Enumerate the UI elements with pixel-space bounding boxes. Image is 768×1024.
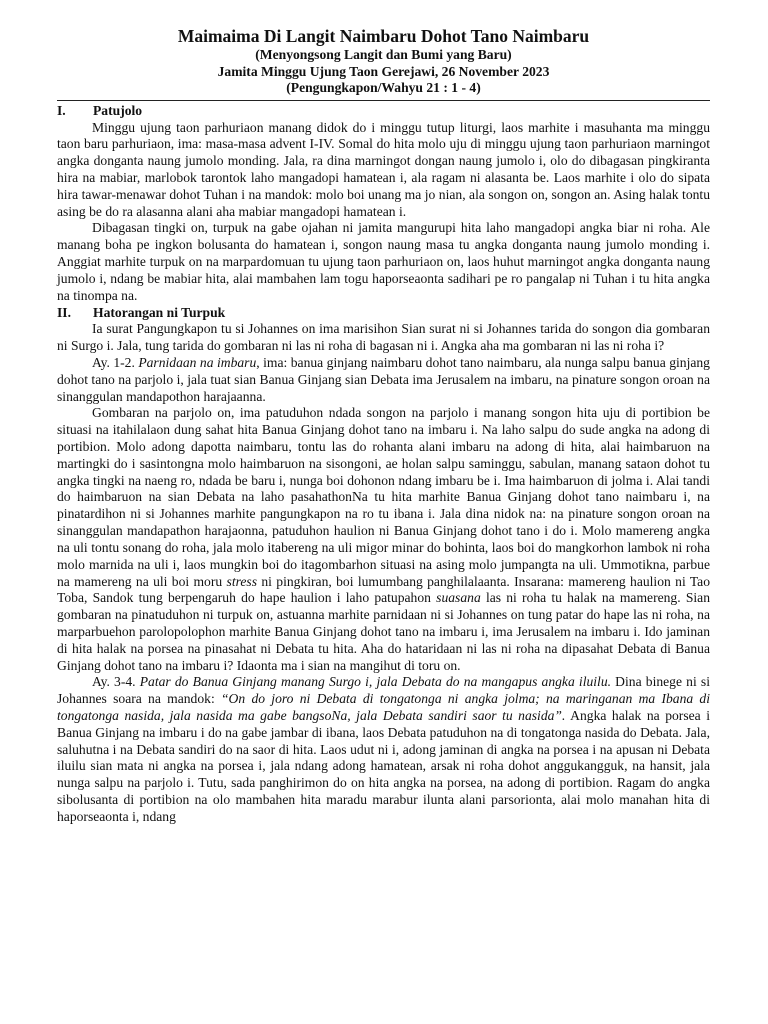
- verse-theme: Parnidaan na imbaru: [138, 354, 257, 370]
- section-heading-2: [57, 305, 710, 322]
- paragraph-text: ni pingkiran, boi lumumbang panghilalaanta. Insarana: mamereng haulion ni Tao Toba, Sandok tung berpengaruh do hape haulion i laho patupahon: [57, 573, 711, 606]
- paragraph-2: Dibagasan tingki on, turpuk na gabe ojahan ni jamita mangurupi hita laho mangadopi angka biar ni roha. Ale manang boha pe ingkon bolusanta do hamatean i, songon naung masa tu angka donganta naung jumolo monding i. Anggiat marhite turpuk on na marpardomuan tu ujung taon parhuriaon on, laos huhut marningot angka donganta naung jumolo i, ndang be mabiar hita, alai mambahen lam togu haporseaonta sadihari pe ro pangalap ni Tuhan i tu hita angka na tinompa na.: [57, 220, 710, 303]
- header-divider: [57, 100, 710, 101]
- section-number: I.: [57, 102, 66, 118]
- paragraph-6: [57, 674, 710, 825]
- paragraph-5: [57, 405, 710, 674]
- paragraph-3: Ia surat Pangungkapon tu si Johannes on ima marisihon Sian surat ni si Johannes tarida do songon dia gombaran ni Surgo i. Jala, tung tarida do gombaran ni las ni roha di bagasan ni i. Angka aha ma gombaran ni las ni roha i?: [57, 321, 710, 354]
- sermon-occasion: Jamita Minggu Ujung Taon Gerejawi, 26 November 2023: [217, 63, 550, 79]
- paragraph-1: Minggu ujung taon parhuriaon manang didok do i minggu tutup liturgi, laos marhite i masuhanta ma minggu taon baru parhuriaon, ima: masa-masa advent I-IV. Somal do hita molo uju di minggu ujung taon parhuriaon marningot angka donganta naung jumolo monding. Jala, ra dina marningot dongan naung jumolo i, olo do dibagasan pingkiranta hira na mabiar, marlobok tarontok laho mangadopi hamatean i, ala ragam ni alasanta be. Laos marhite i olo do sipata hira tawar-menawar dohot Tuhan i na mandok: molo boi unang ma jo nian, ala songon on, songon an. Asing halak tontu asing be do ra alasanna alani aha mabiar mangadopi hamatean i.: [57, 119, 710, 219]
- verse-label: Ay. 1-2.: [92, 354, 135, 370]
- section-number: II.: [57, 304, 71, 320]
- section-heading-1: [57, 103, 710, 120]
- section-title: Patujolo: [93, 102, 143, 118]
- verse-label: Ay. 3-4.: [92, 674, 136, 690]
- scripture-reference: (Pengungkapon/Wahyu 21 : 1 - 4): [286, 80, 481, 96]
- document-header: [57, 26, 710, 97]
- italic-term: stress: [226, 573, 258, 589]
- paragraph-text: las ni roha tu halak na mamereng. Sian gombaran na pinatuduhon ni turpuk on, astuanna marhite parnidaan ni si Johannes on tung patar do hape las ni roha, na marparbuehon parolopolophon marhite Banua Ginjang dohot tano na imbaru i, ima Jerusalem na imbaru i. Ido jaminan di hita halak na porsea na pinasahat ni Debata tu hita. Aha do hataridaan ni las ni roha na dipasahat Debata di Banua Ginjang dohot tano na imbaru i? Idaonta ma i sian na mangihut di toru on.: [57, 590, 711, 673]
- paragraph-text: Angka halak na porsea i Banua Ginjang na imbaru i do na gabe jambar di ibana, laos Debata patuduhon na di tongatonga nasida do Debata. Jala, saluhutna i na Debata sandiri do na saor di hita. Laos udut ni i, adong jaminan di angka na porsea i na apusan ni Debata iluilu sian mata ni angka na porsea i, jala ndang adong hamatean, arsak ni roha dohot anggukangguk, na hansit, jala nunga salpu na parjolo i. Tutu, sada panghirimon do on hita angka na porsea, na adong di portibion. Ragam do angka sibolusanta di portibion na olo mambahen hita maradu marabur ilunta alani parsorionta, alai molo manahan hita di haporseaonta i, ndang: [57, 708, 710, 824]
- document-subtitle: (Menyongsong Langit dan Bumi yang Baru): [255, 47, 512, 62]
- paragraph-text: , ima: banua ginjang naimbaru dohot tano naimbaru, ala nunga salpu banua ginjang dohot tano na parjolo i, jala tuat sian Banua Ginjang sian Debata ima Jerusalem na imbaru, na pinature songon oroan na sinanggulan mandapothon harajaanna.: [57, 354, 710, 404]
- paragraph-4: [57, 355, 710, 405]
- document-title: Maimaima Di Langit Naimbaru Dohot Tano Naimbaru: [177, 26, 590, 46]
- section-title: Hatorangan ni Turpuk: [93, 304, 226, 320]
- paragraph-text: Gombaran na parjolo on, ima patuduhon ndada songon na parjolo i manang songon hita uju di portibion be situasi na itahilalaon dung sahat hita Banua Ginjang dohot tano na imbaru i. Na laho salpu do sude angka na adong di portibion. Molo adong dapotta naimbaru, tontu las do rohanta alani imbaru na adong di hita, alai haimbaruon na martingki do i sasintongna molo haimbaruon na sisongoni, ae holan salpu saminggu, sabulan, manang sataon dohot tu angka tingki na naeng ro, ndada be baru i, nunga boi dohonon ndang imbaru be i. Ima haimbaruon di jolma i. Alai tandi do haimbaruon na sian Debata na laho pasahathonNa tu hita marhite Banua Ginjang dohot tano naimbaru i, na pinatardihon ni si Johannes marhite pangungkapon na ro tu ibana i. Jala dina nidok na: na pinature songon oroan na sinanggulan mandapathon harajaonna, patuduhon haulion ni Banua Ginjang dohot tano i do i. Molo mamereng angka na uli tontu sonang do roha, jala molo itabereng na uli migor minar do bohinta, laos boi do mangkorhon lambok ni roha molo marnida na uli i, laos mungkin boi do itagombarhon situasi na asing molo jumpangta na uli. Ummotikna, parbue na mamereng na uli boi moru: [57, 405, 710, 589]
- scripture-quote: “On do joro ni Debata di tongatonga ni angka jolma; na maringanan ma Ibana di tongatonga nasida, jala nasida ma gabe bangsoNa, jala Debata sandiri saor tu nasida”.: [57, 691, 711, 723]
- italic-term: suasana: [436, 590, 481, 606]
- paragraph-text: Dina binege ni si Johannes soara na mandok:: [57, 674, 710, 707]
- verse-theme: Patar do Banua Ginjang manang Surgo i, jala Debata do na mangapus angka iluilu.: [139, 674, 612, 690]
